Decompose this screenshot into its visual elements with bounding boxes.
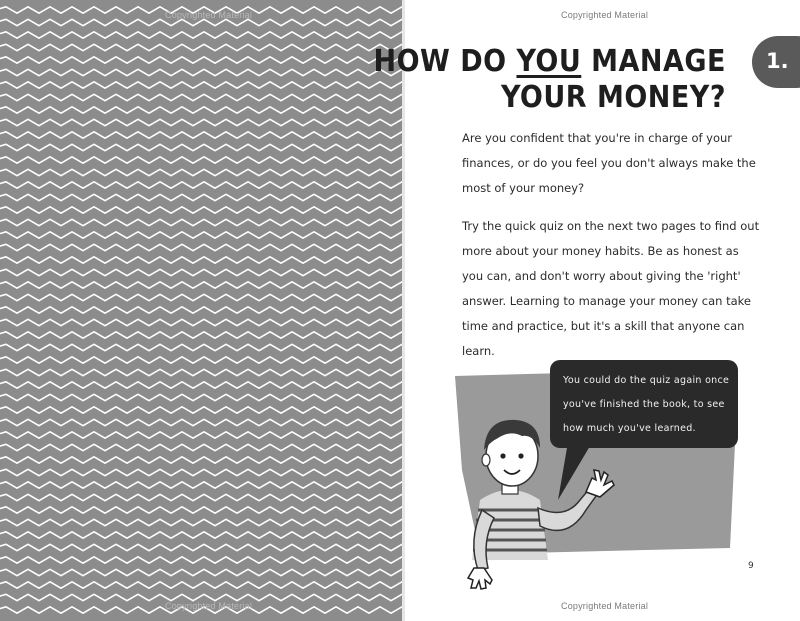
wave-line [0,94,402,100]
wave-line [0,294,402,300]
title-line-1-before: HOW DO [373,44,517,79]
wave-line [0,494,402,500]
paragraph-quiz: Try the quick quiz on the next two pages to find out more about your money habits. Be as honest as you can, and don't worry about giving the 'right' answer. Learning to manage your money can take time and practice, but it's a skill that anyone can learn. [462,219,760,358]
chapter-tab [752,36,800,88]
wave-line [0,119,402,125]
wave-line [0,569,402,575]
wave-line [0,32,402,38]
wave-line [0,594,402,600]
wave-line [0,482,402,488]
wave-line [0,382,402,388]
wave-line [0,207,402,213]
watermark-left-bottom: Copyrighted Material [165,601,253,611]
wave-line [0,444,402,450]
wave-line [0,369,402,375]
wave-line [0,544,402,550]
speech-bubble-text: You could do the quiz again once you've finished the book, to see how much you've learned. [563,375,730,434]
wave-line [0,332,402,338]
wave-line [0,344,402,350]
chapter-number: 1. [766,49,789,73]
wave-line [0,57,402,63]
wave-line [0,144,402,150]
watermark-left-top: Copyrighted Material [165,10,253,20]
watermark-right-top: Copyrighted Material [561,10,649,20]
wave-line [0,307,402,313]
wave-line [0,394,402,400]
title-line-2: YOUR MONEY? [500,80,726,115]
title-line-1 [374,44,727,80]
wave-line [0,194,402,200]
wave-line [0,432,402,438]
wave-line [0,357,402,363]
wave-line [0,457,402,463]
wave-line [0,69,402,75]
title-line-1-after: MANAGE [581,44,726,79]
wave-line [0,182,402,188]
wave-line [0,157,402,163]
wave-line [0,44,402,50]
wave-line [0,257,402,263]
title-emphasis: YOU [516,44,582,79]
boy-lower-hand [468,568,492,589]
paragraph-intro: Are you confident that you're in charge of your finances, or do you feel you don't always make the most of your money? [462,131,756,195]
boy-left-eye [500,453,505,458]
wave-line [0,319,402,325]
wave-line [0,132,402,138]
wave-line [0,232,402,238]
page-title [374,44,727,116]
wave-line [0,582,402,588]
page-number: 9 [748,561,754,571]
wave-line [0,19,402,25]
wave-line [0,532,402,538]
wave-line [0,557,402,563]
wave-line [0,419,402,425]
boy-ear [482,454,490,466]
wave-line [0,519,402,525]
wave-line [0,407,402,413]
wave-line [0,169,402,175]
wave-line [0,219,402,225]
wave-line [0,107,402,113]
wave-line [0,282,402,288]
wave-line [0,269,402,275]
wave-line [0,507,402,513]
wave-line [0,244,402,250]
wave-line [0,82,402,88]
wave-line [0,469,402,475]
watermark-right-bottom: Copyrighted Material [561,601,649,611]
boy-right-eye [518,453,523,458]
